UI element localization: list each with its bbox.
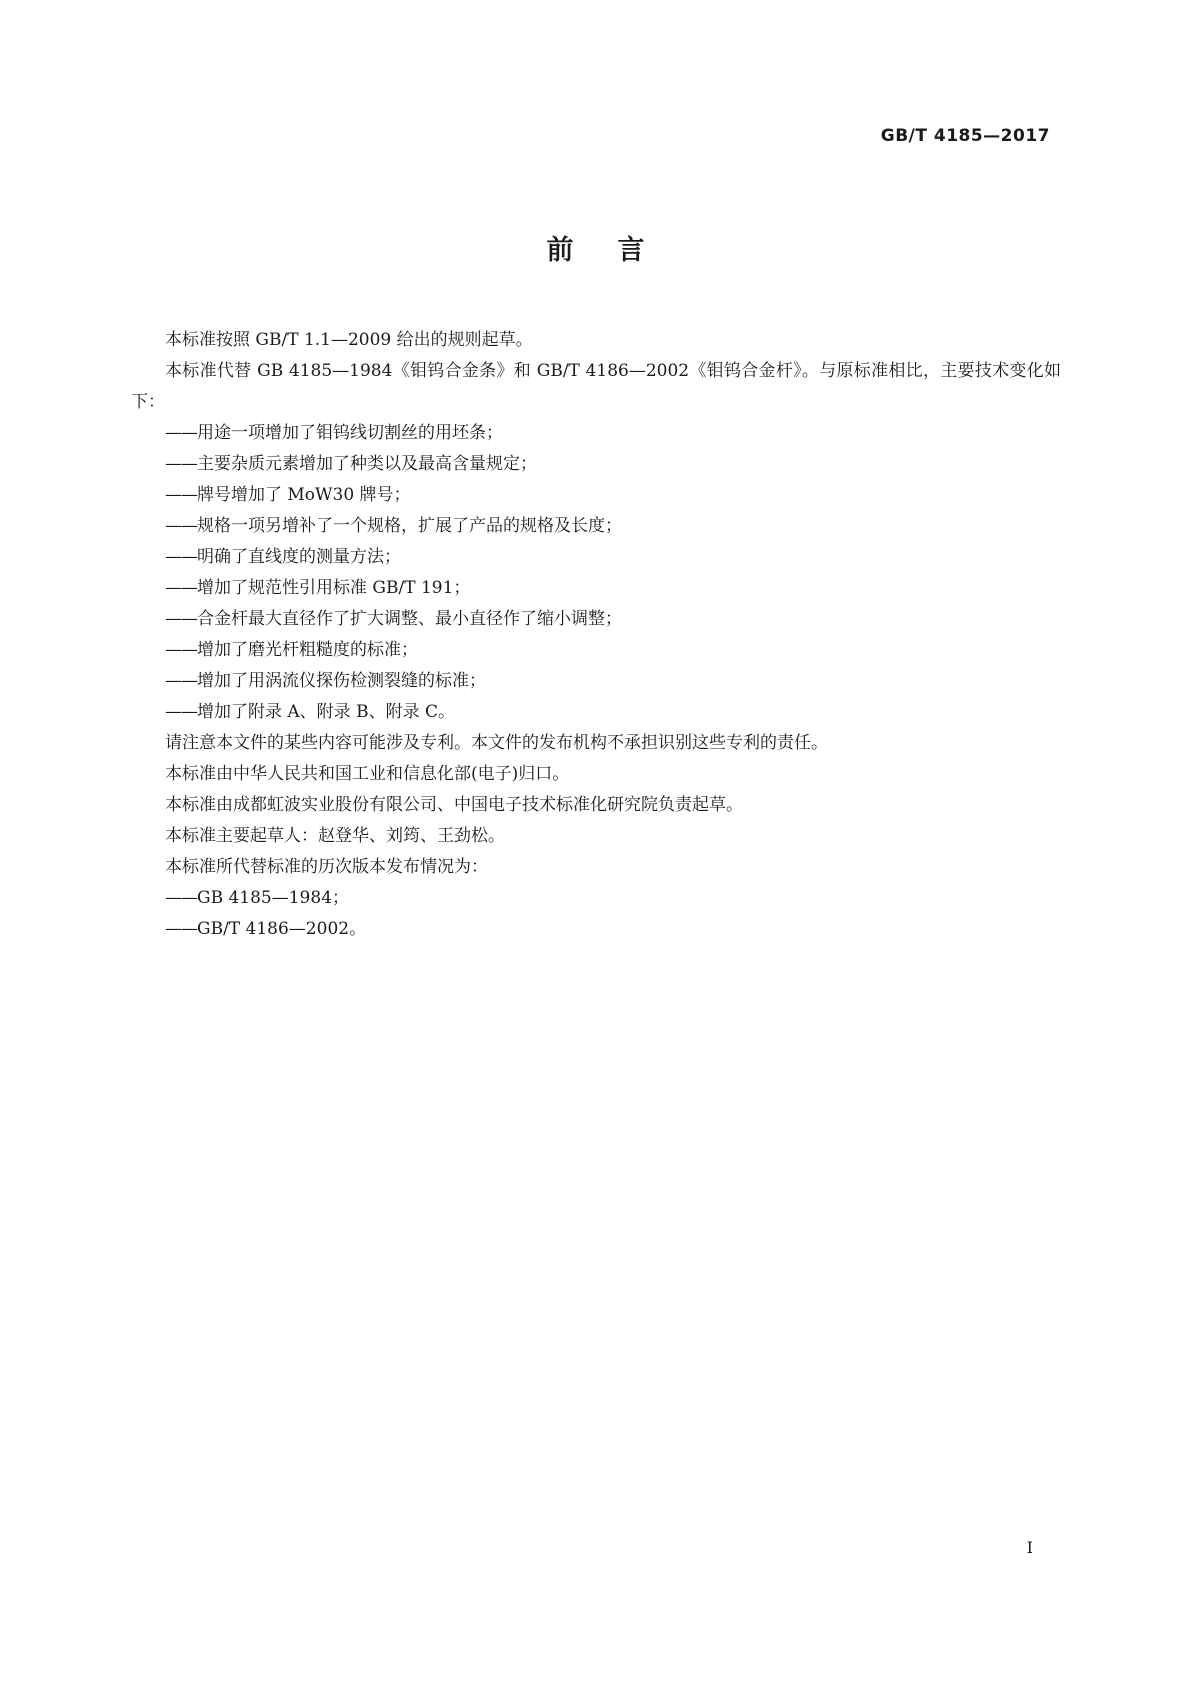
list-dash: —— <box>165 919 197 939</box>
list-dash: —— <box>165 888 197 908</box>
list-dash: —— <box>165 609 197 629</box>
list-item-text: 增加了用涡流仪探伤检测裂缝的标准； <box>197 671 486 691</box>
list-dash: —— <box>165 485 197 505</box>
list-item <box>131 480 1061 511</box>
document-body <box>131 325 1061 945</box>
list-item-text: 合金杆最大直径作了扩大调整、最小直径作了缩小调整； <box>197 609 622 629</box>
list-dash: —— <box>165 702 197 722</box>
list-item-text: 牌号增加了 MoW30 牌号； <box>197 485 411 505</box>
list-item <box>131 883 1061 914</box>
page-number: I <box>1026 1538 1033 1557</box>
paragraph-centralized-by: 本标准由中华人民共和国工业和信息化部(电子)归口。 <box>165 764 570 784</box>
paragraph-drafters: 本标准主要起草人：赵登华、刘筠、王劲松。 <box>165 826 505 846</box>
list-item <box>131 666 1061 697</box>
list-item <box>131 449 1061 480</box>
paragraph-patent-notice: 请注意本文件的某些内容可能涉及专利。本文件的发布机构不承担识别这些专利的责任。 <box>165 733 828 753</box>
list-item <box>131 635 1061 666</box>
changes-list <box>131 418 1061 728</box>
standard-number: GB/T 4185—2017 <box>880 126 1050 146</box>
list-item <box>131 573 1061 604</box>
list-dash: —— <box>165 454 197 474</box>
list-item-text: 增加了规范性引用标准 GB/T 191； <box>197 578 471 598</box>
list-dash: —— <box>165 671 197 691</box>
paragraph-history-intro: 本标准所代替标准的历次版本发布情况为： <box>165 857 488 877</box>
list-item-text: GB 4185—1984； <box>197 888 350 908</box>
list-item <box>131 511 1061 542</box>
list-item <box>131 542 1061 573</box>
list-dash: —— <box>165 547 197 567</box>
list-item-text: 明确了直线度的测量方法； <box>197 547 401 567</box>
list-item <box>131 914 1061 945</box>
paragraph-drafted-by: 本标准由成都虹波实业股份有限公司、中国电子技术标准化研究院负责起草。 <box>165 795 743 815</box>
list-item-text: 增加了附录 A、附录 B、附录 C。 <box>197 702 455 722</box>
list-item-text: 增加了磨光杆粗糙度的标准； <box>197 640 418 660</box>
page-title: 前言 <box>546 235 689 266</box>
list-dash: —— <box>165 578 197 598</box>
list-dash: —— <box>165 640 197 660</box>
history-list <box>131 883 1061 945</box>
list-dash: —— <box>165 423 197 443</box>
list-item <box>131 604 1061 635</box>
paragraph-drafting-rules: 本标准按照 GB/T 1.1—2009 给出的规则起草。 <box>165 330 533 350</box>
list-dash: —— <box>165 516 197 536</box>
list-item <box>131 697 1061 728</box>
list-item-text: GB/T 4186—2002。 <box>197 919 367 939</box>
list-item-text: 用途一项增加了钼钨线切割丝的用坯条； <box>197 423 503 443</box>
list-item <box>131 418 1061 449</box>
list-item-text: 主要杂质元素增加了种类以及最高含量规定； <box>197 454 537 474</box>
list-item-text: 规格一项另增补了一个规格，扩展了产品的规格及长度； <box>197 516 622 536</box>
paragraph-replacement: 本标准代替 GB 4185—1984《钼钨合金条》和 GB/T 4186—2002《钼钨合金杆》。与原标准相比，主要技术变化如下： <box>131 361 1061 412</box>
